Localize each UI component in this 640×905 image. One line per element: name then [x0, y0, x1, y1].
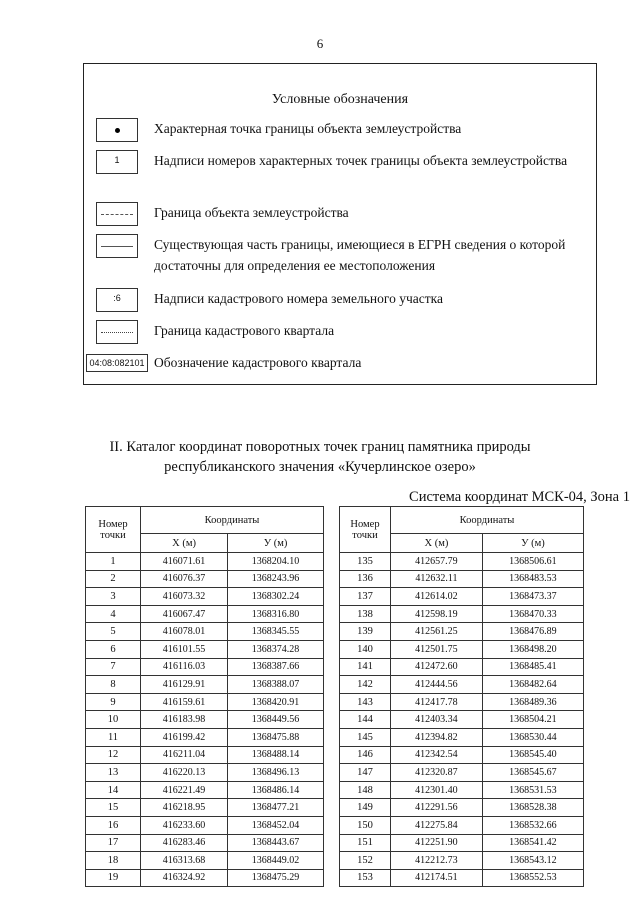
- cell-point-no: 138: [340, 605, 391, 623]
- legend-item-text: Граница объекта землеустройства: [154, 205, 349, 220]
- table-row: [340, 693, 584, 711]
- cell-x: 412275.84: [391, 816, 483, 834]
- cell-x: 416078.01: [141, 623, 228, 641]
- cell-x: 416159.61: [141, 693, 228, 711]
- section-title: [40, 437, 600, 477]
- table-row: [340, 588, 584, 606]
- table-row: [340, 834, 584, 852]
- table-row: [340, 799, 584, 817]
- cell-x: 412394.82: [391, 728, 483, 746]
- cell-point-no: 13: [86, 764, 141, 782]
- cell-x: 416221.49: [141, 781, 228, 799]
- cell-y: 1368204.10: [228, 553, 324, 571]
- cell-point-no: 3: [86, 588, 141, 606]
- header-point-no: Номер точки: [86, 507, 141, 553]
- table-row: [86, 693, 324, 711]
- cell-y: 1368530.44: [482, 728, 583, 746]
- boundary-point-symbol-icon: [96, 118, 138, 142]
- cell-y: 1368541.42: [482, 834, 583, 852]
- cell-y: 1368316.80: [228, 605, 324, 623]
- table-row: [86, 605, 324, 623]
- cell-x: 412417.78: [391, 693, 483, 711]
- cell-x: 412174.51: [391, 869, 483, 887]
- table-row: [86, 728, 324, 746]
- cell-y: 1368388.07: [228, 676, 324, 694]
- cell-y: 1368485.41: [482, 658, 583, 676]
- cell-point-no: 9: [86, 693, 141, 711]
- legend-item-text: Надписи номеров характерных точек границы объекта землеустройства: [154, 153, 568, 168]
- cell-y: 1368483.53: [482, 570, 583, 588]
- cell-x: 416073.32: [141, 588, 228, 606]
- table-row: [340, 816, 584, 834]
- cell-y: 1368452.04: [228, 816, 324, 834]
- cell-x: 412614.02: [391, 588, 483, 606]
- table-row: [340, 711, 584, 729]
- quarter-boundary-line-icon: [96, 320, 138, 344]
- header-y: У (м): [228, 534, 324, 553]
- cell-y: 1368488.14: [228, 746, 324, 764]
- cell-point-no: 142: [340, 676, 391, 694]
- header-coordinates: Координаты: [141, 507, 324, 534]
- table-row: [86, 764, 324, 782]
- cell-point-no: 5: [86, 623, 141, 641]
- cell-y: 1368504.21: [482, 711, 583, 729]
- table-row: [340, 781, 584, 799]
- section-title-line-2: республиканского значения «Кучерлинское озеро»: [164, 459, 476, 475]
- cell-x: 416183.98: [141, 711, 228, 729]
- cell-y: 1368506.61: [482, 553, 583, 571]
- header-coordinates: Координаты: [391, 507, 584, 534]
- cell-y: 1368387.66: [228, 658, 324, 676]
- table-row: [340, 869, 584, 887]
- table-row: [340, 623, 584, 641]
- cell-point-no: 135: [340, 553, 391, 571]
- legend-item-text: Надписи кадастрового номера земельного участка: [154, 291, 443, 306]
- cadastral-number-symbol-icon: :6: [96, 288, 138, 312]
- cell-point-no: 14: [86, 781, 141, 799]
- cell-x: 412632.11: [391, 570, 483, 588]
- table-row: [86, 553, 324, 571]
- table-row: [340, 553, 584, 571]
- cell-point-no: 149: [340, 799, 391, 817]
- cell-x: 416129.91: [141, 676, 228, 694]
- cell-x: 416071.61: [141, 553, 228, 571]
- cell-y: 1368475.88: [228, 728, 324, 746]
- header-y: У (м): [482, 534, 583, 553]
- table-row: [86, 623, 324, 641]
- cell-y: 1368449.56: [228, 711, 324, 729]
- table-row: [86, 869, 324, 887]
- table-row: [86, 711, 324, 729]
- coordinates-table-right: [339, 506, 584, 887]
- cell-y: 1368477.21: [228, 799, 324, 817]
- legend-item-text: Граница кадастрового квартала: [154, 323, 335, 338]
- cell-point-no: 146: [340, 746, 391, 764]
- cell-y: 1368302.24: [228, 588, 324, 606]
- cell-x: 416218.95: [141, 799, 228, 817]
- cell-point-no: 16: [86, 816, 141, 834]
- legend-item-text: Существующая часть границы, имеющиеся в ЕГРН сведения о которой достаточны для определения ее местоположения: [154, 237, 566, 273]
- cell-x: 412598.19: [391, 605, 483, 623]
- cell-point-no: 4: [86, 605, 141, 623]
- table-row: [86, 640, 324, 658]
- cell-x: 416076.37: [141, 570, 228, 588]
- cell-x: 416199.42: [141, 728, 228, 746]
- cell-point-no: 145: [340, 728, 391, 746]
- cell-point-no: 10: [86, 711, 141, 729]
- cell-x: 412472.60: [391, 658, 483, 676]
- table-row: [340, 605, 584, 623]
- cell-y: 1368498.20: [482, 640, 583, 658]
- legend-box: [83, 63, 597, 385]
- cell-point-no: 11: [86, 728, 141, 746]
- header-x: X (м): [391, 534, 483, 553]
- table-row: [340, 764, 584, 782]
- cell-x: 412301.40: [391, 781, 483, 799]
- cell-y: 1368545.67: [482, 764, 583, 782]
- cell-x: 416101.55: [141, 640, 228, 658]
- cell-point-no: 17: [86, 834, 141, 852]
- cell-point-no: 150: [340, 816, 391, 834]
- cell-point-no: 151: [340, 834, 391, 852]
- legend-item-text: Характерная точка границы объекта землеустройства: [154, 121, 462, 136]
- cell-x: 416116.03: [141, 658, 228, 676]
- legend-item-text: Обозначение кадастрового квартала: [154, 355, 362, 370]
- cell-point-no: 140: [340, 640, 391, 658]
- coordinates-table-left: [85, 506, 324, 887]
- table-row: [340, 658, 584, 676]
- cell-x: 412657.79: [391, 553, 483, 571]
- table-row: [340, 852, 584, 870]
- cell-y: 1368532.66: [482, 816, 583, 834]
- table-row: [86, 781, 324, 799]
- cell-x: 412444.56: [391, 676, 483, 694]
- cell-point-no: 153: [340, 869, 391, 887]
- cell-x: 412561.25: [391, 623, 483, 641]
- cell-x: 416283.46: [141, 834, 228, 852]
- table-row: [340, 640, 584, 658]
- cell-x: 412212.73: [391, 852, 483, 870]
- table-row: [86, 588, 324, 606]
- quarter-label-symbol-icon: 04:08:082101: [86, 354, 148, 372]
- cell-x: 412251.90: [391, 834, 483, 852]
- table-row: [340, 728, 584, 746]
- table-row: [86, 746, 324, 764]
- object-boundary-line-icon: [96, 202, 138, 226]
- cell-point-no: 139: [340, 623, 391, 641]
- cell-y: 1368545.40: [482, 746, 583, 764]
- section-title-line-1: II. Каталог координат поворотных точек границ памятника природы: [109, 439, 531, 455]
- cell-y: 1368443.67: [228, 834, 324, 852]
- cell-y: 1368543.12: [482, 852, 583, 870]
- table-row: [340, 676, 584, 694]
- table-row: [86, 852, 324, 870]
- cell-point-no: 147: [340, 764, 391, 782]
- cell-x: 412291.56: [391, 799, 483, 817]
- cell-point-no: 136: [340, 570, 391, 588]
- cell-point-no: 7: [86, 658, 141, 676]
- table-row: [86, 834, 324, 852]
- cell-point-no: 12: [86, 746, 141, 764]
- cell-point-no: 152: [340, 852, 391, 870]
- cell-y: 1368528.38: [482, 799, 583, 817]
- cell-x: 416233.60: [141, 816, 228, 834]
- table-row: [340, 746, 584, 764]
- cell-point-no: 2: [86, 570, 141, 588]
- cell-y: 1368345.55: [228, 623, 324, 641]
- cell-y: 1368475.29: [228, 869, 324, 887]
- cell-x: 416067.47: [141, 605, 228, 623]
- cell-point-no: 18: [86, 852, 141, 870]
- cell-point-no: 8: [86, 676, 141, 694]
- header-point-no: Номер точки: [340, 507, 391, 553]
- point-label-symbol-icon: 1: [96, 150, 138, 174]
- cell-y: 1368482.64: [482, 676, 583, 694]
- legend-title: Условные обозначения: [271, 92, 409, 107]
- cell-x: 416313.68: [141, 852, 228, 870]
- cell-point-no: 141: [340, 658, 391, 676]
- table-row: [86, 658, 324, 676]
- cell-point-no: 6: [86, 640, 141, 658]
- cell-y: 1368449.02: [228, 852, 324, 870]
- existing-boundary-line-icon: [96, 234, 138, 258]
- cell-x: 412320.87: [391, 764, 483, 782]
- cell-y: 1368420.91: [228, 693, 324, 711]
- cell-x: 416211.04: [141, 746, 228, 764]
- cell-y: 1368470.33: [482, 605, 583, 623]
- cell-x: 416324.92: [141, 869, 228, 887]
- cell-x: 412403.34: [391, 711, 483, 729]
- cell-point-no: 15: [86, 799, 141, 817]
- cell-y: 1368552.53: [482, 869, 583, 887]
- table-row: [86, 799, 324, 817]
- cell-point-no: 143: [340, 693, 391, 711]
- cell-y: 1368374.28: [228, 640, 324, 658]
- header-x: X (м): [141, 534, 228, 553]
- table-row: [86, 816, 324, 834]
- cell-y: 1368476.89: [482, 623, 583, 641]
- cell-point-no: 1: [86, 553, 141, 571]
- cell-y: 1368243.96: [228, 570, 324, 588]
- cell-point-no: 148: [340, 781, 391, 799]
- coordinate-system-label: Система координат МСК-04, Зона 1: [409, 489, 630, 505]
- cell-y: 1368531.53: [482, 781, 583, 799]
- table-row: [86, 676, 324, 694]
- cell-y: 1368473.37: [482, 588, 583, 606]
- cell-x: 416220.13: [141, 764, 228, 782]
- table-row: [86, 570, 324, 588]
- cell-y: 1368496.13: [228, 764, 324, 782]
- cell-y: 1368489.36: [482, 693, 583, 711]
- cell-point-no: 19: [86, 869, 141, 887]
- cell-point-no: 137: [340, 588, 391, 606]
- table-row: [340, 570, 584, 588]
- cell-x: 412501.75: [391, 640, 483, 658]
- cell-x: 412342.54: [391, 746, 483, 764]
- cell-point-no: 144: [340, 711, 391, 729]
- cell-y: 1368486.14: [228, 781, 324, 799]
- page-number: 6: [316, 36, 324, 51]
